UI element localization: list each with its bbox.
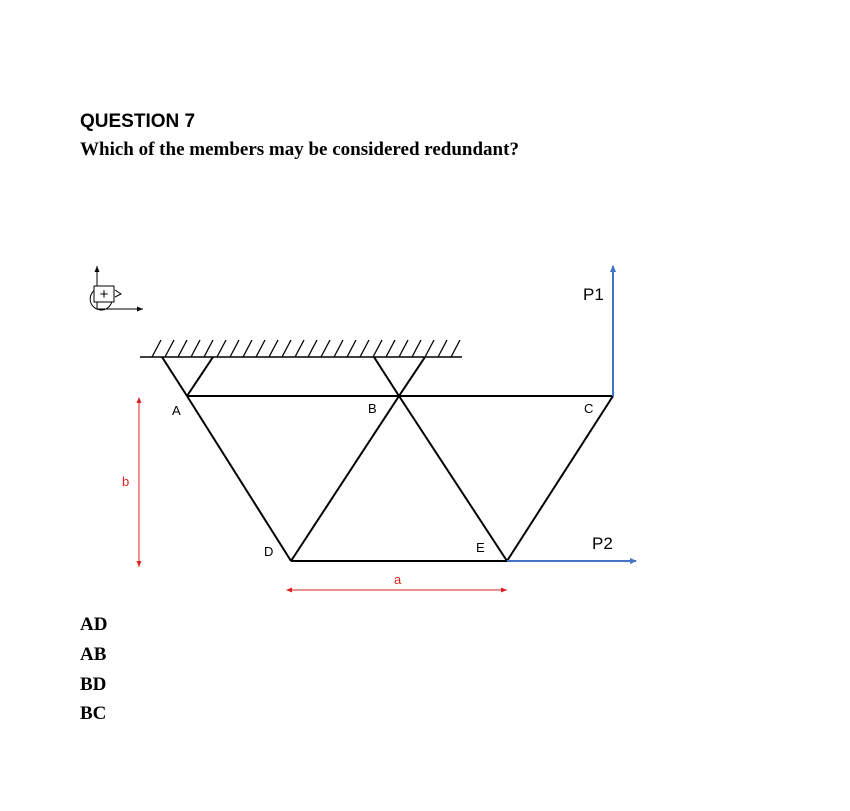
dimension-a-label: a — [394, 572, 402, 587]
question-title: QUESTION 7 — [80, 111, 196, 132]
load-p1-label: P1 — [583, 285, 604, 304]
question-text: Which of the members may be considered redundant? — [80, 139, 519, 160]
node-label-a: A — [172, 403, 181, 418]
dimension-b-label: b — [122, 474, 130, 489]
sign-plus: + — [99, 286, 109, 303]
answer-option-bc[interactable]: BC — [80, 703, 107, 724]
truss-members — [187, 396, 613, 561]
answer-option-ad[interactable]: AD — [80, 614, 108, 635]
node-label-c: C — [584, 401, 594, 416]
node-label-b: B — [368, 401, 377, 416]
fixed-support — [140, 340, 462, 357]
member-ad — [187, 396, 291, 561]
load-p2-label: P2 — [592, 534, 613, 553]
node-label-e: E — [476, 540, 485, 555]
sign-convention-icon — [90, 266, 143, 310]
answer-option-ab[interactable]: AB — [80, 644, 107, 665]
member-be — [399, 396, 507, 561]
member-bd — [291, 396, 399, 561]
support-links — [162, 357, 425, 396]
node-label-d: D — [264, 544, 274, 559]
answer-option-bd[interactable]: BD — [80, 674, 107, 695]
